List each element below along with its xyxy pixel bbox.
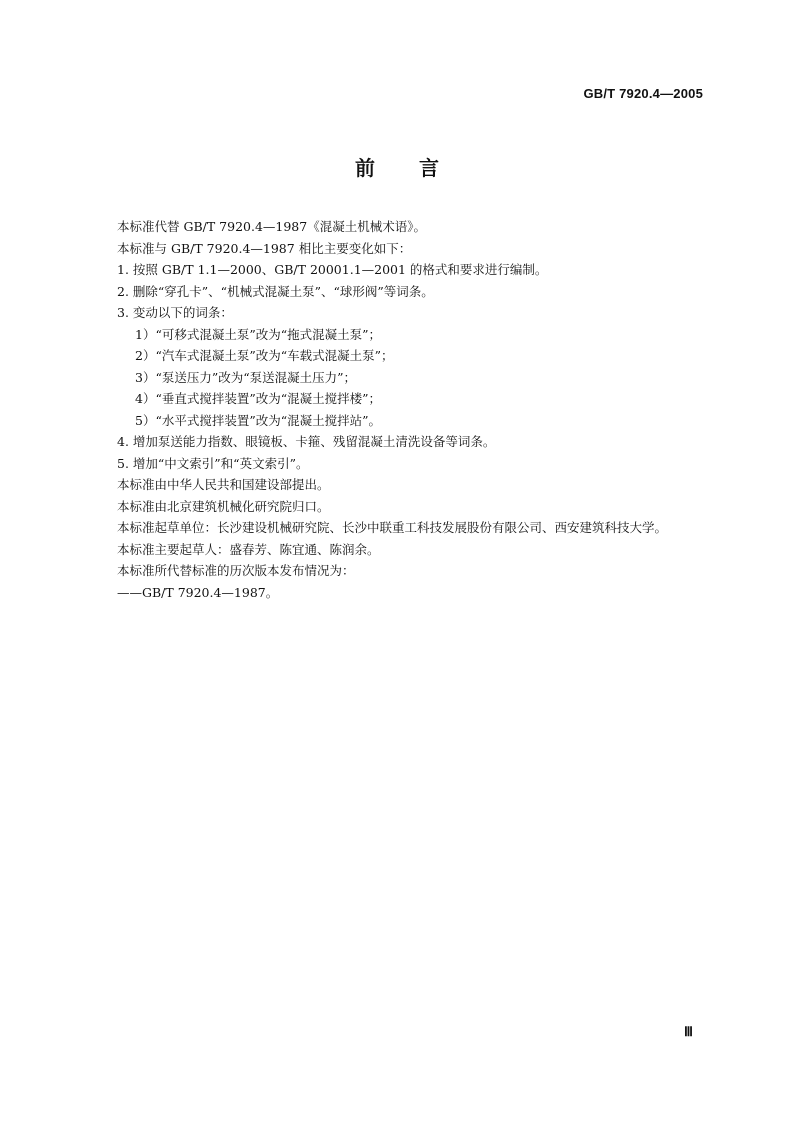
text-line: 4. 增加泵送能力指数、眼镜板、卡箍、残留混凝土清洗设备等词条。: [117, 434, 496, 449]
text-line: 5）“水平式搅拌装置”改为“混凝土搅拌站”。: [135, 412, 382, 428]
text-line: 本标准起草单位：长沙建设机械研究院、长沙中联重工科技发展股份有限公司、西安建筑科技大学。: [117, 520, 668, 535]
standard-code: GB/T 7920.4—2005: [583, 86, 703, 101]
text-line: 本标准代替 GB/T 7920.4—1987《混凝土机械术语》。: [117, 219, 426, 234]
text-line: 4）“垂直式搅拌装置”改为“混凝土搅拌楼”；: [135, 391, 382, 406]
document-body: [117, 216, 717, 603]
text-line: 本标准主要起草人：盛春芳、陈宜通、陈润余。: [117, 541, 380, 557]
page-title: 前言: [355, 156, 483, 180]
text-line: 本标准与 GB/T 7920.4—1987 相比主要变化如下：: [117, 240, 412, 256]
text-line: 本标准所代替标准的历次版本发布情况为：: [117, 563, 355, 578]
text-line: 2）“汽车式混凝土泵”改为“车载式混凝土泵”；: [135, 348, 394, 363]
text-line: 3. 变动以下的词条：: [117, 305, 233, 320]
page-number: Ⅲ: [684, 1024, 693, 1039]
text-line: 本标准由中华人民共和国建设部提出。: [117, 477, 330, 492]
text-line: ——GB/T 7920.4—1987。: [117, 584, 279, 600]
text-line: 3）“泵送压力”改为“泵送混凝土压力”；: [135, 369, 357, 385]
text-line: 1）“可移式混凝土泵”改为“拖式混凝土泵”；: [135, 326, 382, 342]
text-line: 2. 删除“穿孔卡”、“机械式混凝土泵”、“球形阀”等词条。: [117, 283, 434, 299]
text-line: 本标准由北京建筑机械化研究院归口。: [117, 498, 330, 514]
text-line: 1. 按照 GB/T 1.1—2000、GB/T 20001.1—2001 的格式和要求进行编制。: [117, 262, 548, 277]
text-line: 5. 增加“中文索引”和“英文索引”。: [117, 455, 309, 471]
